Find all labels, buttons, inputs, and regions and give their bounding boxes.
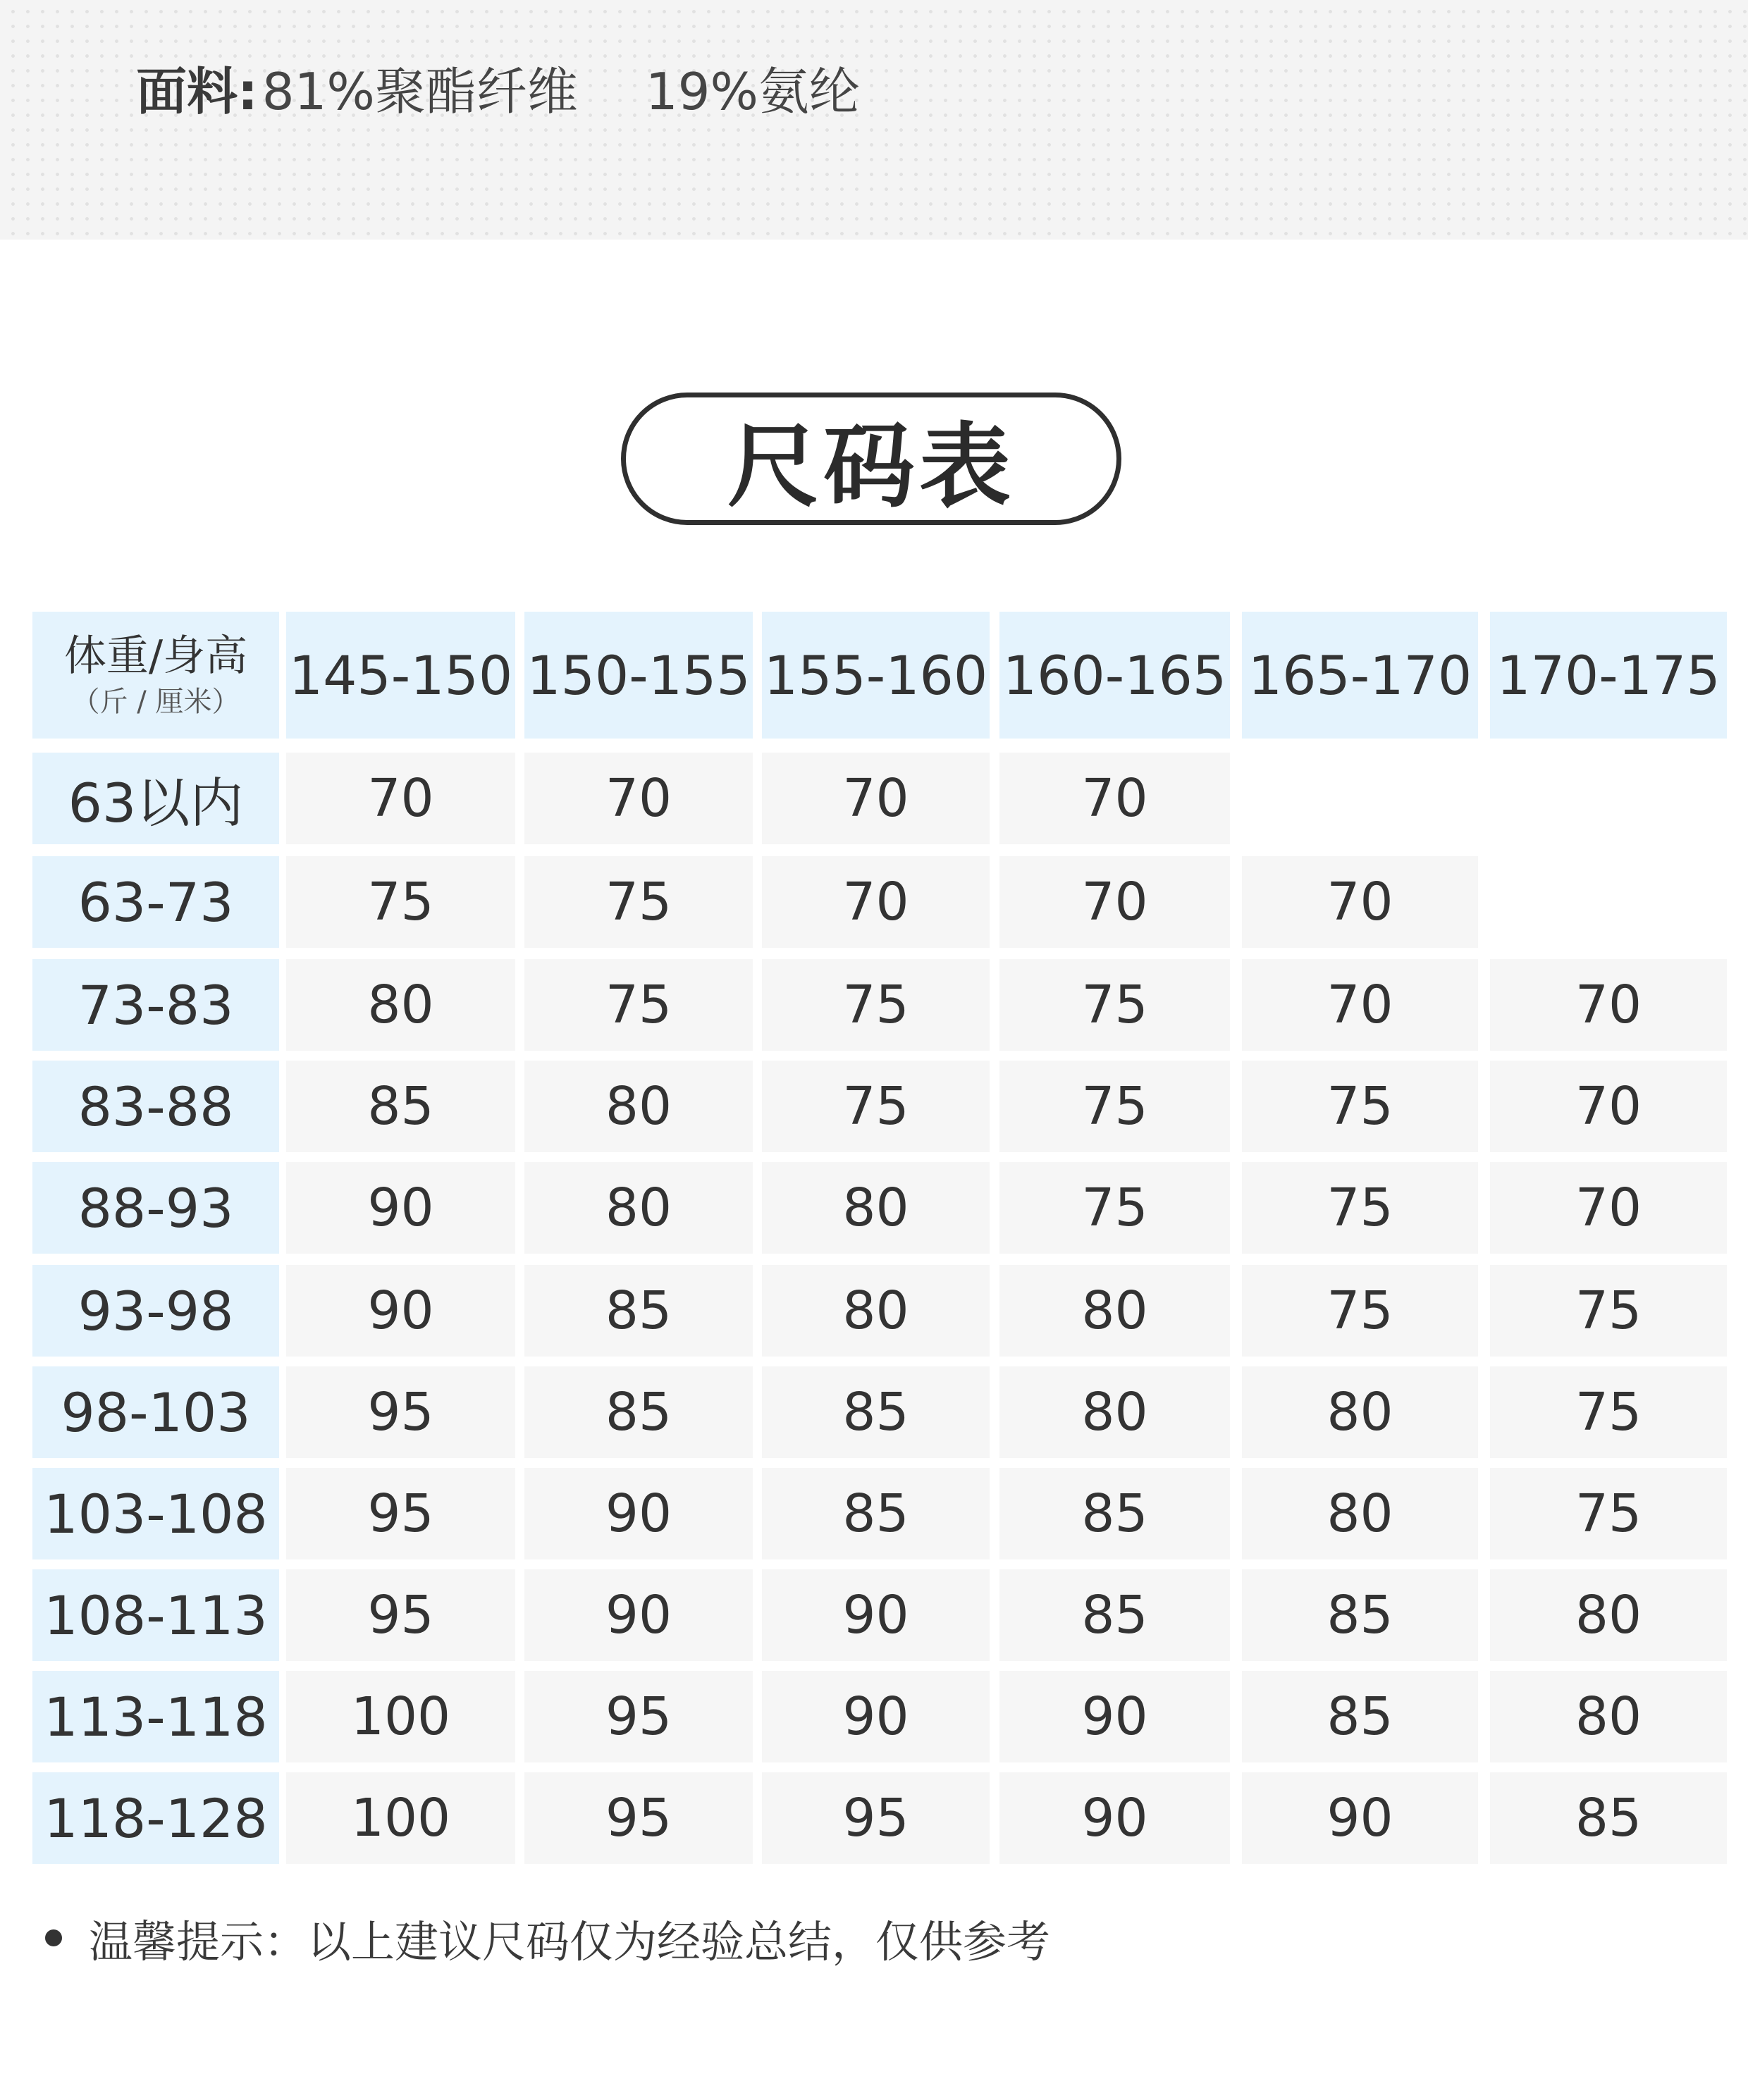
fabric-polyester: 81%聚酯纤维 <box>261 62 578 121</box>
size-value-cell: 75 <box>1490 1265 1727 1357</box>
size-value-cell: 85 <box>762 1468 990 1559</box>
size-value-cell: 75 <box>999 959 1230 1051</box>
size-value-cell: 85 <box>999 1468 1230 1559</box>
size-value-cell: 75 <box>524 959 753 1051</box>
empty-cell <box>1242 753 1478 844</box>
size-value-cell: 90 <box>1242 1772 1478 1864</box>
size-chart-title: 尺码表 <box>727 412 1015 520</box>
weight-row-header: 93-98 <box>32 1265 279 1357</box>
size-value-cell: 80 <box>524 1162 753 1254</box>
corner-header-units: （斤 / 厘米） <box>71 686 240 718</box>
size-value-cell: 85 <box>762 1366 990 1458</box>
fabric-spandex: 19%氨纶 <box>645 62 860 121</box>
empty-cell <box>1490 856 1727 948</box>
bullet-icon <box>45 1929 62 1946</box>
size-value-cell: 90 <box>286 1162 515 1254</box>
size-value-cell: 80 <box>1490 1569 1727 1661</box>
size-value-cell: 75 <box>286 856 515 948</box>
size-value-cell: 70 <box>1490 1162 1727 1254</box>
size-value-cell: 80 <box>999 1366 1230 1458</box>
size-value-cell: 85 <box>286 1061 515 1152</box>
size-value-cell: 75 <box>1242 1061 1478 1152</box>
size-value-cell: 70 <box>1490 959 1727 1051</box>
height-column-header: 165-170 <box>1242 612 1478 739</box>
weight-row-header: 118-128 <box>32 1772 279 1864</box>
weight-row-header: 73-83 <box>32 959 279 1051</box>
size-value-cell: 90 <box>999 1772 1230 1864</box>
size-tip <box>45 1903 1050 1973</box>
size-value-cell: 70 <box>286 753 515 844</box>
size-value-cell: 80 <box>524 1061 753 1152</box>
size-value-cell: 95 <box>524 1671 753 1762</box>
size-value-cell: 85 <box>524 1366 753 1458</box>
size-value-cell: 85 <box>524 1265 753 1357</box>
height-column-header: 145-150 <box>286 612 515 739</box>
size-value-cell: 75 <box>1490 1468 1727 1559</box>
size-value-cell: 70 <box>999 856 1230 948</box>
weight-row-header: 83-88 <box>32 1061 279 1152</box>
size-value-cell: 80 <box>999 1265 1230 1357</box>
size-value-cell: 85 <box>1490 1772 1727 1864</box>
size-value-cell: 75 <box>762 959 990 1051</box>
weight-row-header: 113-118 <box>32 1671 279 1762</box>
size-value-cell: 75 <box>999 1061 1230 1152</box>
height-column-header: 170-175 <box>1490 612 1727 739</box>
size-value-cell: 70 <box>762 753 990 844</box>
size-value-cell: 90 <box>286 1265 515 1357</box>
size-value-cell: 85 <box>1242 1569 1478 1661</box>
size-value-cell: 70 <box>1242 959 1478 1051</box>
size-value-cell: 90 <box>999 1671 1230 1762</box>
weight-row-header: 108-113 <box>32 1569 279 1661</box>
size-value-cell: 80 <box>1242 1366 1478 1458</box>
size-value-cell: 75 <box>524 856 753 948</box>
size-value-cell: 75 <box>1242 1162 1478 1254</box>
weight-row-header: 63以内 <box>32 753 279 844</box>
fabric-label: 面料: <box>136 62 258 121</box>
size-value-cell: 75 <box>1242 1265 1478 1357</box>
size-tip-text: 温馨提示：以上建议尺码仅为经验总结，仅供参考 <box>89 1915 1051 1968</box>
size-value-cell: 80 <box>762 1162 990 1254</box>
height-column-header: 150-155 <box>524 612 753 739</box>
size-value-cell: 75 <box>762 1061 990 1152</box>
size-value-cell: 95 <box>286 1569 515 1661</box>
size-value-cell: 85 <box>999 1569 1230 1661</box>
size-value-cell: 70 <box>1490 1061 1727 1152</box>
size-value-cell: 75 <box>1490 1366 1727 1458</box>
weight-row-header: 88-93 <box>32 1162 279 1254</box>
size-value-cell: 90 <box>762 1569 990 1661</box>
size-value-cell: 95 <box>286 1468 515 1559</box>
weight-row-header: 103-108 <box>32 1468 279 1559</box>
weight-row-header: 63-73 <box>32 856 279 948</box>
size-value-cell: 85 <box>1242 1671 1478 1762</box>
height-column-header: 160-165 <box>999 612 1230 739</box>
size-value-cell: 80 <box>286 959 515 1051</box>
size-value-cell: 70 <box>524 753 753 844</box>
size-value-cell: 90 <box>762 1671 990 1762</box>
weight-row-header: 98-103 <box>32 1366 279 1458</box>
size-value-cell: 100 <box>286 1772 515 1864</box>
size-value-cell: 70 <box>762 856 990 948</box>
size-value-cell: 70 <box>999 753 1230 844</box>
size-value-cell: 80 <box>1490 1671 1727 1762</box>
size-value-cell: 90 <box>524 1468 753 1559</box>
size-value-cell: 75 <box>999 1162 1230 1254</box>
size-value-cell: 90 <box>524 1569 753 1661</box>
corner-header-label: 体重/身高 <box>63 631 248 681</box>
size-value-cell: 95 <box>524 1772 753 1864</box>
size-value-cell: 70 <box>1242 856 1478 948</box>
size-value-cell: 80 <box>762 1265 990 1357</box>
size-value-cell: 95 <box>762 1772 990 1864</box>
height-column-header: 155-160 <box>762 612 990 739</box>
corner-header <box>32 612 279 739</box>
empty-cell <box>1490 753 1727 844</box>
size-value-cell: 95 <box>286 1366 515 1458</box>
size-value-cell: 80 <box>1242 1468 1478 1559</box>
size-value-cell: 100 <box>286 1671 515 1762</box>
